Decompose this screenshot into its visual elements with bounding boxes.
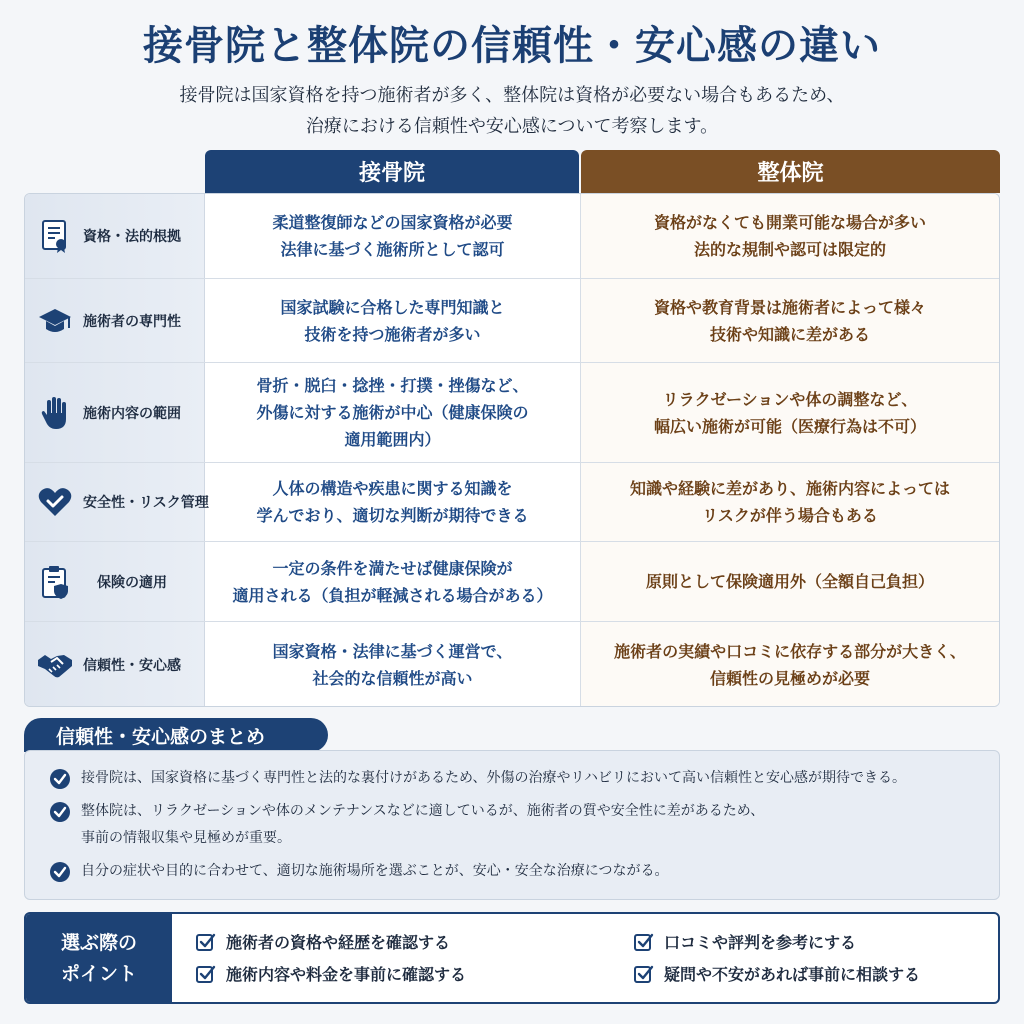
certificate-icon xyxy=(37,218,73,254)
intro-text xyxy=(0,80,1024,142)
cell-seitaiin: 資格や教育背景は施術者によって様々 技術や知識に差がある xyxy=(581,279,999,362)
summary-item-text: 自分の症状や目的に合わせて、適切な施術場所を選ぶことが、安心・安全な治療につながる。 xyxy=(81,863,669,879)
point-item xyxy=(634,930,856,953)
table-body xyxy=(24,193,1000,707)
cell-seitaiin: 知識や経験に差があり、施術内容によっては リスクが伴う場合もある xyxy=(581,463,999,541)
clipboard-shield-icon xyxy=(37,564,73,600)
cell-sekkotsuin: 柔道整復師などの国家資格が必要 法律に基づく施術所として認可 xyxy=(205,194,581,278)
cell-seitaiin: 施術者の実績や口コミに依存する部分が大きく、 信頼性の見極めが必要 xyxy=(581,622,999,707)
row-label xyxy=(25,542,205,621)
hand-icon xyxy=(37,395,73,431)
check-circle-icon xyxy=(49,768,71,790)
intro-line-1: 接骨院は国家資格を持つ施術者が多く、整体院は資格が必要ない場合もあるため、 xyxy=(179,85,845,106)
summary-item xyxy=(49,858,979,885)
row-label-text: 資格・法的根拠 xyxy=(83,229,181,245)
cell-seitaiin: リラクゼーションや体の調整など、 幅広い施術が可能（医療行為は不可） xyxy=(581,363,999,462)
point-item xyxy=(634,962,920,985)
point-item xyxy=(196,962,466,985)
comparison-table xyxy=(24,150,1000,707)
handshake-icon xyxy=(37,647,73,683)
point-item xyxy=(196,930,450,953)
selection-points-box xyxy=(24,912,1000,1004)
table-row xyxy=(25,542,999,622)
point-text: 施術内容や料金を事前に確認する xyxy=(226,965,467,984)
check-circle-icon xyxy=(49,861,71,883)
page-title: 接骨院と整体院の信頼性・安心感の違い xyxy=(143,23,881,69)
cell-sekkotsuin: 一定の条件を満たせば健康保険が 適用される（負担が軽減される場合がある） xyxy=(205,542,581,621)
summary-item-text: 整体院は、リラクゼーションや体のメンテナンスなどに適しているが、施術者の質や安全性に差があるため、 事前の情報収集や見極めが重要。 xyxy=(81,803,765,846)
point-text: 疑問や不安があれば事前に相談する xyxy=(664,965,921,984)
cell-sekkotsuin: 国家資格・法律に基づく運営で、 社会的な信頼性が高い xyxy=(205,622,581,707)
heart-check-icon xyxy=(37,484,73,520)
row-label-text: 安全性・リスク管理 xyxy=(83,495,209,511)
point-text: 施術者の資格や経歴を確認する xyxy=(226,933,451,952)
cell-sekkotsuin: 国家試験に合格した専門知識と 技術を持つ施術者が多い xyxy=(205,279,581,362)
cell-seitaiin: 原則として保険適用外（全額自己負担） xyxy=(581,542,999,621)
cell-seitaiin: 資格がなくても開業可能な場合が多い 法的な規制や認可は限定的 xyxy=(581,194,999,278)
checkbox-checked-icon xyxy=(634,932,654,952)
row-label xyxy=(25,279,205,362)
row-label xyxy=(25,194,205,278)
table-row xyxy=(25,279,999,363)
summary-item-text: 接骨院は、国家資格に基づく専門性と法的な裏付けがあるため、外傷の治療やリハビリにおいて高い信頼性と安心感が期待できる。 xyxy=(81,770,907,786)
row-label xyxy=(25,463,209,541)
checkbox-checked-icon xyxy=(196,964,216,984)
summary-box xyxy=(24,750,1000,900)
graduation-cap-icon xyxy=(37,303,73,339)
summary-heading: 信頼性・安心感のまとめ xyxy=(24,718,328,752)
header-seitaiin: 整体院 xyxy=(581,150,1000,193)
row-label-text: 施術内容の範囲 xyxy=(83,405,181,422)
row-label-text: 施術者の専門性 xyxy=(83,313,181,330)
points-label: 選ぶ際の ポイント xyxy=(26,914,172,1002)
point-text: 口コミや評判を参考にする xyxy=(664,933,857,952)
table-row xyxy=(25,463,999,542)
intro-line-2: 治療における信頼性や安心感について考察します。 xyxy=(305,116,719,137)
summary-item xyxy=(49,765,979,792)
row-label xyxy=(25,622,205,707)
summary-item xyxy=(49,798,979,852)
table-row xyxy=(25,363,999,463)
cell-sekkotsuin: 骨折・脱臼・捻挫・打撲・挫傷など、 外傷に対する施術が中心（健康保険の 適用範囲内） xyxy=(205,363,581,462)
table-row xyxy=(25,194,999,279)
header-sekkotsuin: 接骨院 xyxy=(205,150,579,193)
cell-sekkotsuin: 人体の構造や疾患に関する知識を 学んでおり、適切な判断が期待できる xyxy=(205,463,581,541)
check-circle-icon xyxy=(49,801,71,823)
row-label xyxy=(25,363,205,462)
row-label-text: 保険の適用 xyxy=(97,574,167,591)
row-label-text: 信頼性・安心感 xyxy=(83,658,181,674)
checkbox-checked-icon xyxy=(634,964,654,984)
table-row xyxy=(25,622,999,707)
checkbox-checked-icon xyxy=(196,932,216,952)
